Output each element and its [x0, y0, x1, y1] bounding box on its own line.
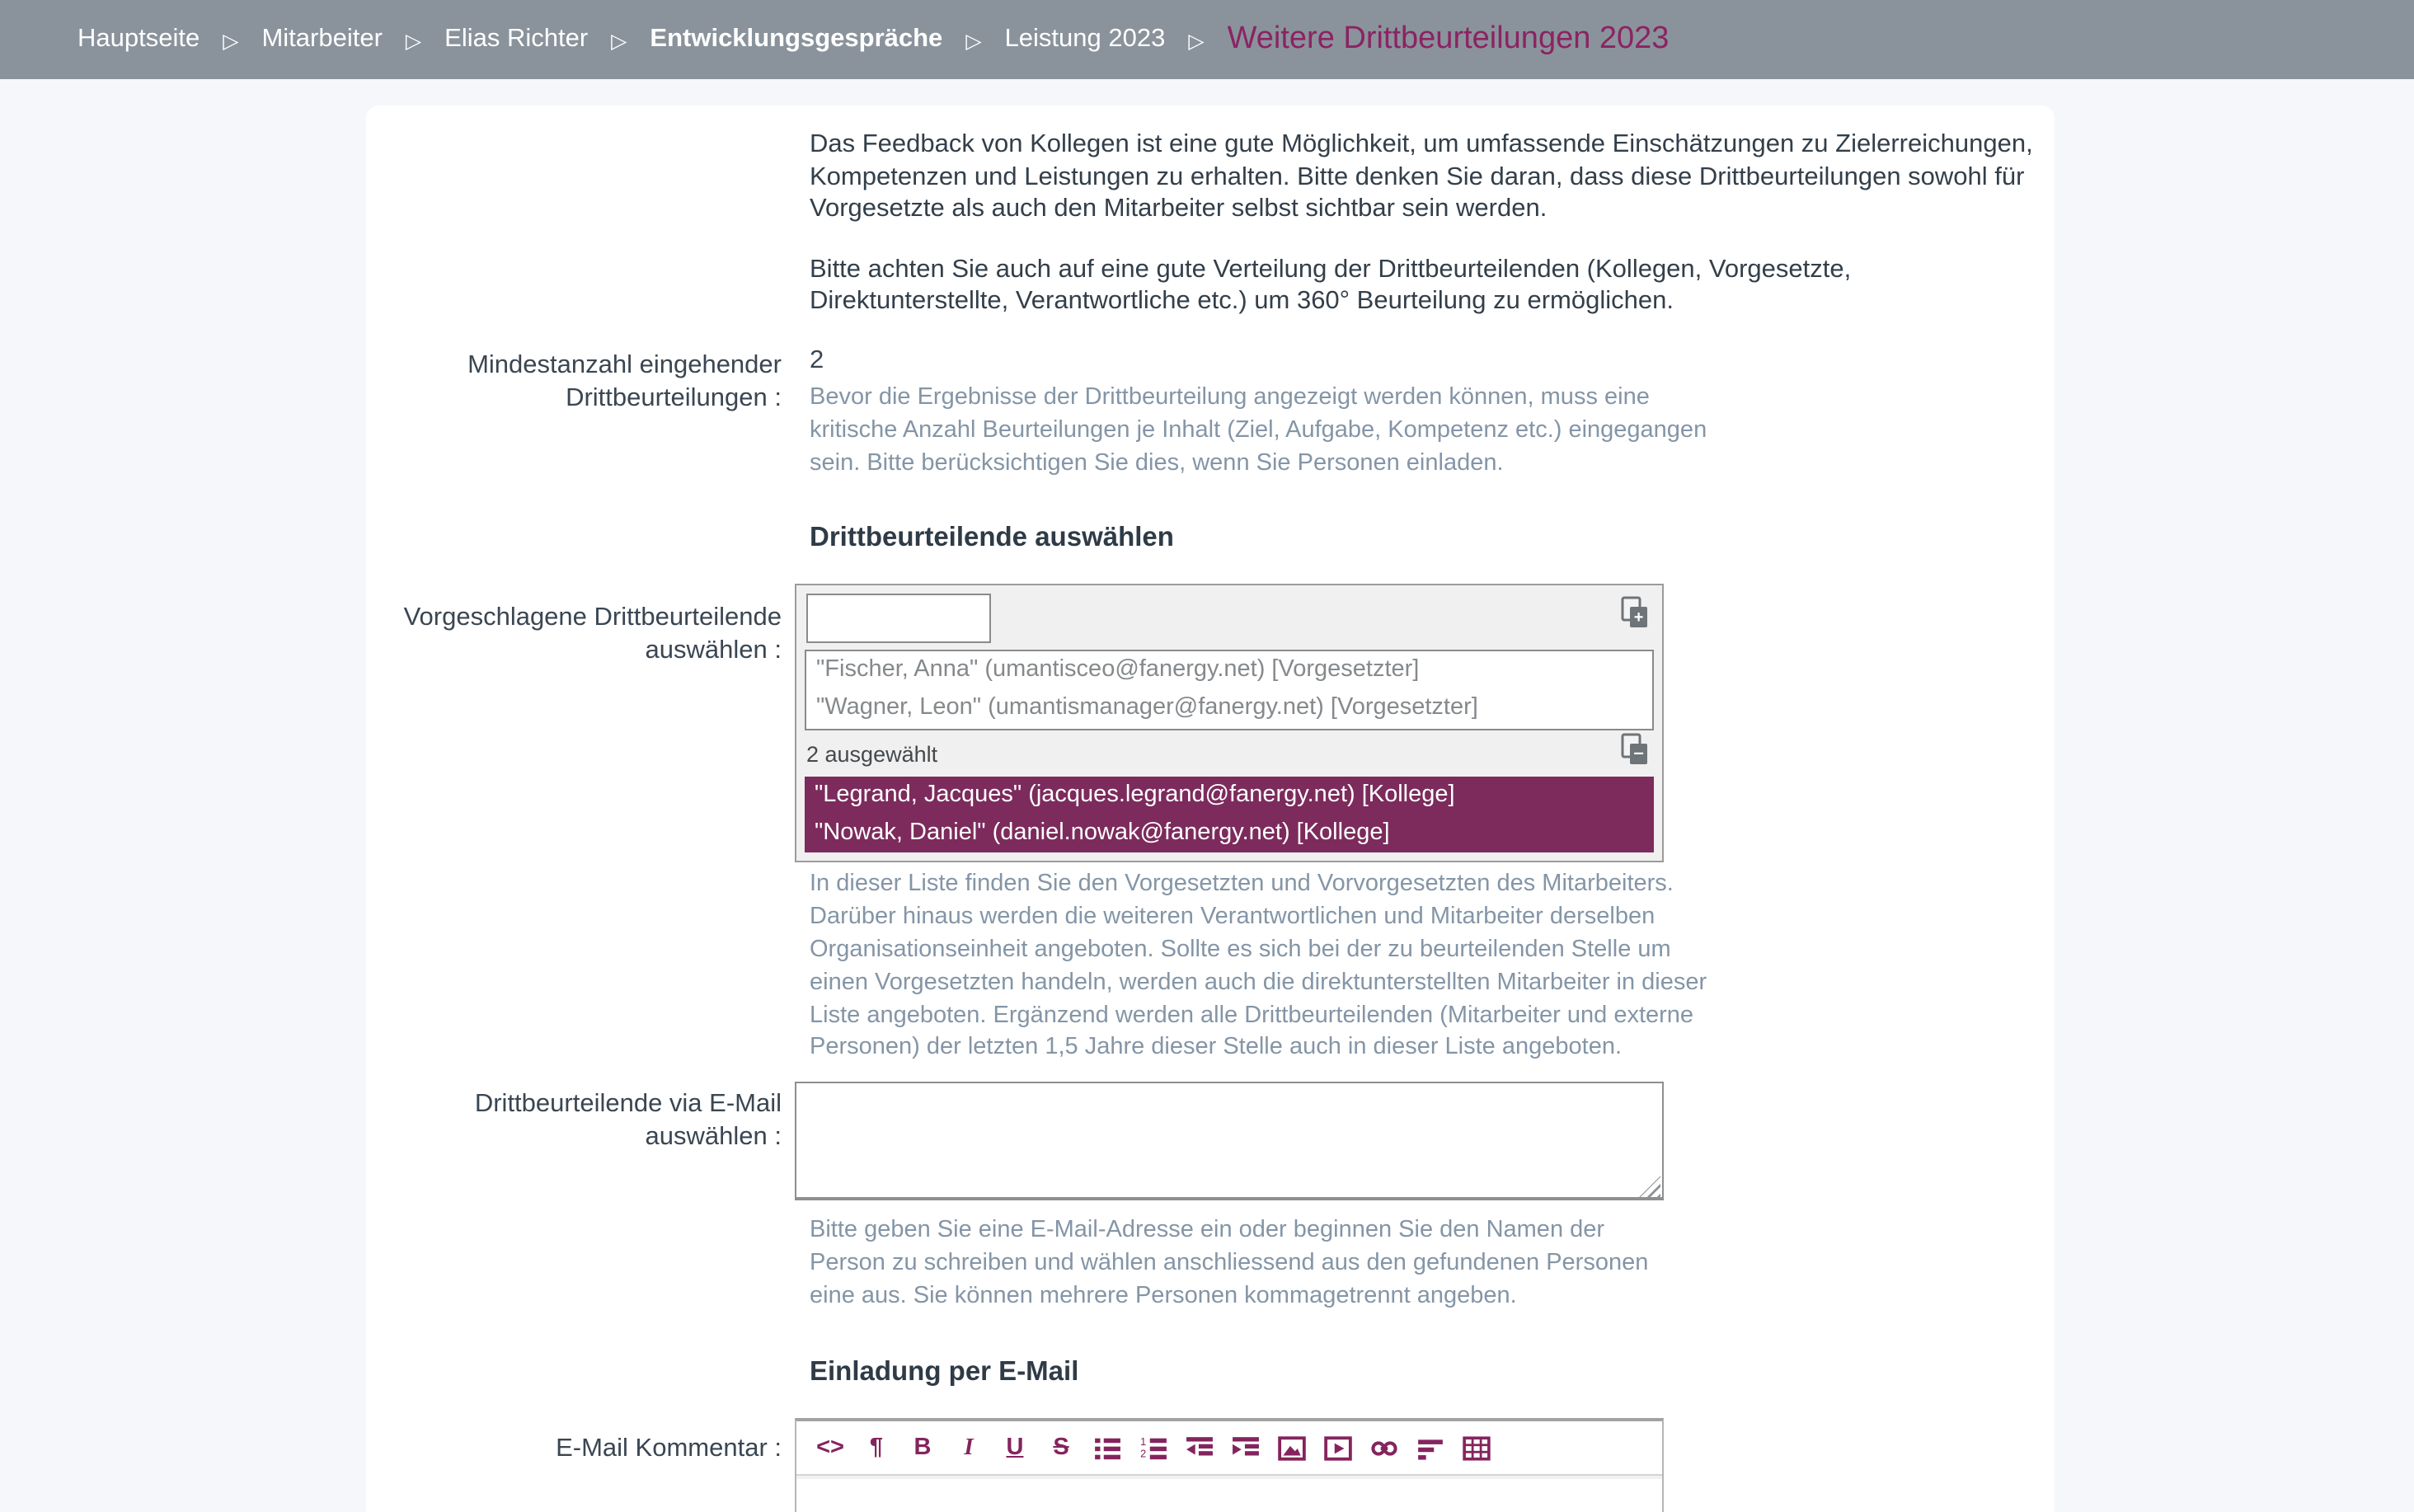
selected-count-row [796, 731, 1662, 777]
paragraph-icon[interactable]: ¶ [869, 1434, 884, 1461]
selected-reviewer-item[interactable]: "Legrand, Jacques" (jacques.legrand@fanergy.net) [Kollege] [815, 782, 1455, 809]
underline-icon[interactable]: U [1006, 1434, 1024, 1461]
svg-text:–: – [1633, 742, 1644, 763]
breadcrumb-separator-icon: ▷ [1188, 30, 1205, 53]
selected-reviewer-item[interactable]: "Nowak, Daniel" (daniel.nowak@fanergy.net) [Kollege] [815, 819, 1390, 847]
outdent-icon[interactable] [1186, 1434, 1214, 1462]
invitation-heading: Einladung per E-Mail [810, 1356, 1079, 1387]
selected-reviewers-list [805, 777, 1654, 853]
svg-text:+: + [1633, 608, 1644, 627]
reviewer-multiselect [795, 585, 1664, 863]
suggested-reviewers-hint: In dieser Liste finden Sie den Vorgesetzten und Vorvorgesetzten des Mitarbeiters. Darüber hinaus werden die weiteren Verantwortlichen und Mitarbeiter derselben Organisationseinheit angeboten. Sollte es sich bei der zu beurteilenden Stelle um einen Vorgesetzten handeln, werden auch die direktunterstellten Mitarbeiter in dieser Liste angeboten. Ergänzend werden alle Drittbeurteilenden (Mitarbeiter und externe Personen) der letzten 1,5 Jahre dieser Stelle auch in dieser Liste angeboten. [810, 871, 1707, 1061]
breadcrumb-separator-icon: ▷ [223, 30, 239, 53]
reviewer-filter-area [796, 586, 1662, 650]
strikethrough-icon[interactable]: S [1053, 1434, 1069, 1461]
breadcrumb-separator-icon: ▷ [965, 30, 982, 53]
breadcrumb-item[interactable]: Mitarbeiter [261, 25, 383, 53]
insert-image-icon[interactable] [1278, 1434, 1306, 1462]
email-reviewers-row [366, 1082, 2055, 1313]
email-comment-editor [795, 1417, 1664, 1512]
alignment-icon[interactable] [1416, 1434, 1444, 1462]
ordered-list-icon[interactable] [1139, 1434, 1167, 1462]
svg-text:1: 1 [1140, 1434, 1147, 1447]
breadcrumb-item[interactable]: Hauptseite [77, 25, 200, 53]
email-comment-row [366, 1417, 2055, 1512]
breadcrumb-separator-icon: ▷ [611, 30, 627, 53]
intro-paragraph-2: Bitte achten Sie auch auf eine gute Verteilung der Drittbeurteilenden (Kollegen, Vorgesetzte, Direktunterstellte, Verantwortliche etc.) um 360° Beurteilung zu ermöglichen. [810, 255, 1852, 316]
breadcrumb [0, 0, 2414, 79]
content-card [366, 106, 2055, 1512]
source-code-icon[interactable]: <> [816, 1434, 844, 1461]
email-reviewers-label: Drittbeurteilende via E-Mail auswählen : [474, 1090, 782, 1151]
italic-icon[interactable]: I [964, 1434, 974, 1461]
svg-text:2: 2 [1140, 1446, 1147, 1459]
selected-count-label: 2 ausgewählt [806, 742, 938, 768]
breadcrumb-item[interactable]: Entwicklungsgespräche [650, 25, 943, 53]
indent-icon[interactable] [1232, 1434, 1260, 1462]
bold-icon[interactable]: B [913, 1434, 932, 1461]
breadcrumb-separator-icon: ▷ [405, 30, 422, 53]
min-ratings-hint: Bevor die Ergebnisse der Drittbeurteilung angezeigt werden können, muss eine kritische Anzahl Beurteilungen je Inhalt (Ziel, Aufgabe, Kompetenz etc.) eingegangen sein. Bitte berücksichtigen Sie dies, wenn Sie Personen einladen. [810, 383, 1707, 477]
email-comment-label: E-Mail Kommentar : [556, 1434, 782, 1463]
breadcrumb-item[interactable]: Elias Richter [444, 25, 589, 53]
editor-toolbar [796, 1420, 1662, 1475]
min-ratings-label: Mindestanzahl eingehender Drittbeurteilungen : [467, 350, 782, 412]
available-reviewers-list [805, 650, 1654, 731]
email-reviewers-hint: Bitte geben Sie eine E-Mail-Adresse ein oder beginnen Sie den Namen der Person zu schreiben und wählen anschliessend aus den gefundenen Personen eine aus. Sie können mehrere Personen kommagetrennt angeben. [810, 1217, 1649, 1309]
reviewer-filter-input[interactable] [806, 594, 991, 644]
available-reviewer-item[interactable]: "Wagner, Leon" (umantismanager@fanergy.net) [Vorgesetzter] [816, 694, 1478, 721]
email-reviewers-textarea[interactable] [795, 1082, 1664, 1200]
deselect-all-icon[interactable] [1616, 733, 1651, 768]
insert-media-icon[interactable] [1324, 1434, 1352, 1462]
breadcrumb-item[interactable]: Leistung 2023 [1004, 25, 1166, 53]
page-body [0, 106, 2414, 1512]
breadcrumb-item-current: Weitere Drittbeurteilungen 2023 [1227, 21, 1670, 56]
select-all-icon[interactable] [1616, 596, 1651, 631]
insert-link-icon[interactable] [1370, 1434, 1398, 1462]
intro-paragraph-1: Das Feedback von Kollegen ist eine gute Möglichkeit, um umfassende Einschätzungen zu Zielerreichungen, Kompetenzen und Leistungen zu erhalten. Bitte denken Sie daran, dass diese Drittbeurteilungen sowohl für Vorgesetzte als auch den Mitarbeiter selbst sichtbar sein werden. [810, 130, 2033, 223]
available-reviewer-item[interactable]: "Fischer, Anna" (umantisceo@fanergy.net) [Vorgesetzter] [816, 656, 1420, 683]
unordered-list-icon[interactable] [1093, 1434, 1121, 1462]
select-reviewers-heading: Drittbeurteilende auswählen [810, 523, 1174, 553]
suggested-reviewers-row [366, 585, 2055, 1066]
editor-content-area[interactable] [796, 1475, 1662, 1512]
min-ratings-value: 2 [810, 345, 824, 374]
insert-table-icon[interactable] [1463, 1434, 1491, 1462]
min-ratings-row [366, 346, 2055, 481]
suggested-reviewers-label: Vorgeschlagene Drittbeurteilende auswählen : [403, 603, 782, 665]
